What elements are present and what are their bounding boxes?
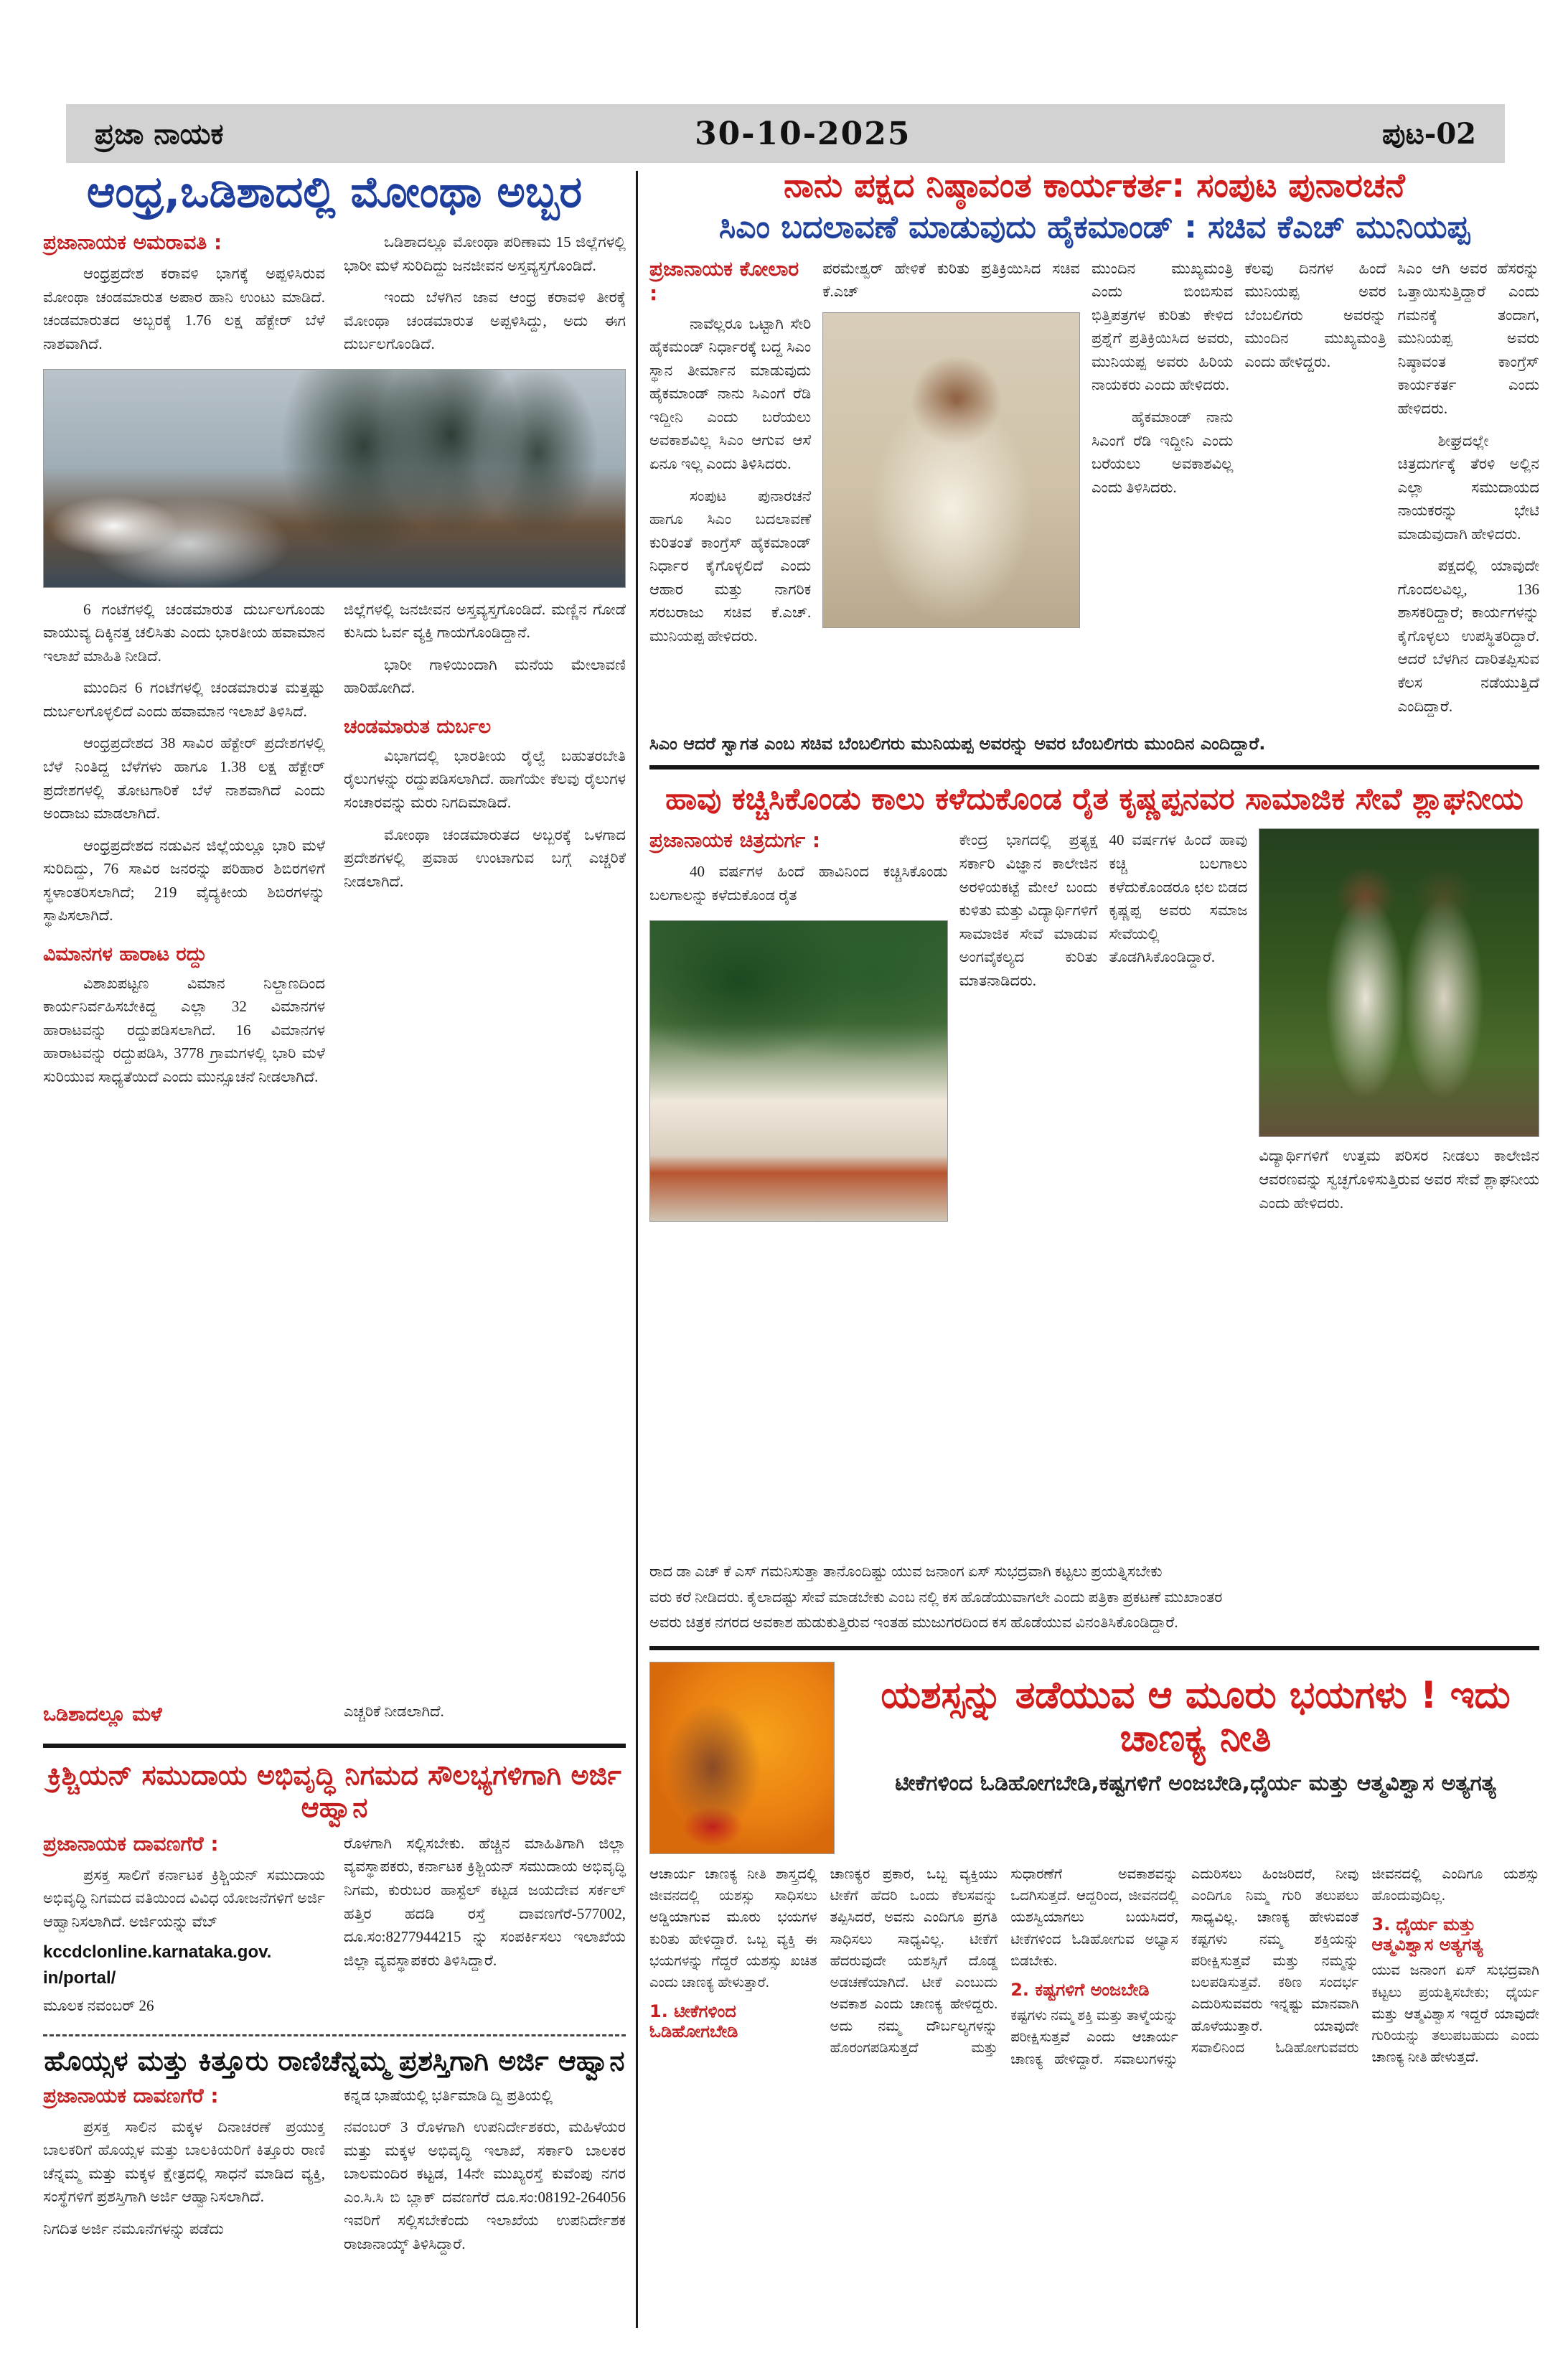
storm-subhead-odisha: ಒಡಿಶಾದಲ್ಲೂ ಮಳೆ [43,1703,162,1726]
snake-tail-line: ರಾದ ಡಾ ಎಚ್ ಕೆ ಎಸ್ ಗಮನಿಸುತ್ತಾ ತಾನೊಂದಿಷ್ಟು ಯುವ ಜನಾಂಗ ಏಸ್ ಸುಭದ್ರವಾಗಿ ಕಟ್ಟಲು ಪ್ರಯತ್ನಿಸಬೇಕು [649,1563,1163,1581]
section-divider [43,1744,626,1748]
storm-headline: ಆಂಧ್ರ,ಒಡಿಶಾದಲ್ಲಿ ಮೋಂಥಾ ಅಬ್ಬರ [86,167,583,217]
muniyappa-paragraph: ಸಂಪುಟ ಪುನಾರಚನೆ ಹಾಗೂ ಸಿಎಂ ಬದಲಾವಣೆ ಕುರಿತಂತೆ ಕಾಂಗ್ರೆಸ್ ಹೈಕಮಾಂಡ್ ನಿರ್ಧಾರ ಕೈಗೊಳ್ಳಲಿದೆ ಎಂದು ಆಹಾರ ಮತ್ತು ನಾಗರಿಕ ಸರಬರಾಜು ಸಚಿವ ಕೆ.ಎಚ್. ಮುನಿಯಪ್ಪ ಹೇಳಿದರು. [649,487,812,645]
snake-byline: ಪ್ರಜಾನಾಯಕ ಚಿತ್ರದುರ್ಗ : [649,828,821,853]
storm-paragraph: ವಿಭಾಗದಲ್ಲಿ ಭಾರತೀಯ ರೈಲ್ವೆ ಬಹುತರಬೇತಿ ರೈಲುಗಳನ್ನು ರದ್ದುಪಡಿಸಲಾಗಿದೆ. ಹಾಗೆಯೇ ಕೆಲವು ರೈಲುಗಳ ಸಂಚಾರವನ್ನು ಮರು ನಿಗದಿಮಾಡಿದೆ. [344,747,626,812]
chanakya-headline: ಯಶಸ್ಸನ್ನು ತಡೆಯುವ ಆ ಮೂರು ಭಯಗಳು ! ಇದು ಚಾಣಕ್ಯ ನೀತಿ [881,1673,1511,1760]
hoysala-byline: ಪ್ರಜಾನಾಯಕ ದಾವಣಗೆರೆ : [43,2083,219,2108]
article-christian [43,1759,626,2026]
sweeping-farmer-photo [649,920,948,1222]
chanakya-header-text [852,1662,1539,1803]
storm-subhead-flights: ವಿಮಾನಗಳ ಹಾರಾಟ ರದ್ದು [43,942,207,965]
storm-body-row [43,598,626,1732]
storm-byline: ಪ್ರಜಾನಾಯಕ ಅಮರಾವತಿ : [43,230,222,254]
snake-paragraph: ಕೇಂದ್ರ ಭಾಗದಲ್ಲಿ ಪ್ರತ್ಯಕ್ಷ ಸರ್ಕಾರಿ ವಿಜ್ಞಾನ ಕಾಲೇಜಿನ ಅರಳಿಯಕಟ್ಟೆ ಮೇಲೆ ಬಂದು ಕುಳಿತು ಮತ್ತು ವಿದ್ಯಾರ್ಥಿಗಳಿಗೆ ಸಾಮಾಜಿಕ ಸೇವೆ ಮಾಡುವ ಅಂಗವೈಕಲ್ಯದ ಕುರಿತು ಮಾತನಾಡಿದರು. [959,831,1098,989]
storm-col-1 [43,230,325,365]
hoysala-headline: ಹೊಯ್ಸಳ ಮತ್ತು ಕಿತ್ತೂರು ರಾಣಿಚೆನ್ನಮ್ಮ ಪ್ರಶಸ್ತಿಗಾಗಿ ಅರ್ಜಿ ಆಹ್ವಾನ [44,2045,625,2077]
muniyappa-paragraph: ಸಿಎಂ ಆಗಿ ಅವರ ಹೆಸರನ್ನು ಒತ್ತಾಯಿಸುತ್ತಿದ್ದಾರೆ ಎಂದು ಗಮನಕ್ಕೆ ತಂದಾಗ, ಮುನಿಯಪ್ಪ ಅವರು ನಿಷ್ಠಾವಂತ ಕಾಂಗ್ರೆಸ್ ಕಾರ್ಯಕರ್ತ ಎಂದು ಹೇಳಿದರು. [1397,259,1539,417]
storm-paragraph: ಜಿಲ್ಲೆಗಳಲ್ಲಿ ಜನಜೀವನ ಅಸ್ತವ್ಯಸ್ತಗೊಂಡಿದೆ. ಮಣ್ಣಿನ ಗೋಡೆ ಕುಸಿದು ಓರ್ವ ವ್ಯಕ್ತಿ ಗಾಯಗೊಂಡಿದ್ದಾನೆ. [344,600,626,642]
christian-col-1 [43,1832,325,2026]
hoysala-paragraph: ಪ್ರಸಕ್ತ ಸಾಲಿನ ಮಕ್ಕಳ ದಿನಾಚರಣೆ ಪ್ರಯುಕ್ತ ಬಾಲಕರಿಗೆ ಹೊಯ್ಸಳ ಮತ್ತು ಬಾಲಕಿಯರಿಗೆ ಕಿತ್ತೂರು ರಾಣಿ ಚೆನ್ನಮ್ಮ ಮತ್ತು ಮಕ್ಕಳ ಕ್ಷೇತ್ರದಲ್ಲಿ ಸಾಧನೆ ಮಾಡಿದ ವ್ಯಕ್ತಿ, ಸಂಸ್ಥೆಗಳಿಗೆ ಪ್ರಶಸ್ತಿಗಾಗಿ ಅರ್ಜಿ ಆಹ್ವಾನಿಸಲಾಗಿದೆ. [43,2118,325,2206]
section-divider [649,1646,1539,1650]
hoysala-col-1 [43,2084,325,2265]
storm-col-2 [344,230,626,365]
chanakya-header [649,1662,1539,1854]
issue-date: 30-10-2025 [695,115,911,152]
article-snake-farmer [649,781,1539,1634]
vertical-divider [636,171,638,2328]
muniyappa-headline-1: ನಾನು ಪಕ್ಷದ ನಿಷ್ಠಾವಂತ ಕಾರ್ಯಕರ್ತ: ಸಂಪುಟ ಪುನಾರಚನೆ [784,166,1405,205]
page-number: ಪುಟ-02 [1382,116,1476,151]
snake-col-2 [959,828,1098,1561]
snake-col-4 [1259,828,1539,1561]
storm-paragraph: ಭಾರೀ ಗಾಳಿಯಿಂದಾಗಿ ಮನೆಯ ಮೇಲಾವಣಿ ಹಾರಿಹೋಗಿದೆ. [344,655,626,697]
christian-url-line1: kccdclonline.karnataka.gov. [43,1942,272,1962]
chanakya-point-3: 3. ಧೈರ್ಯ ಮತ್ತು ಆತ್ಮವಿಶ್ವಾಸ ಅತ್ಯಗತ್ಯ [1371,1914,1483,1955]
chanakya-subhead: ಟೀಕೆಗಳಿಂದ ಓಡಿಹೋಗಬೇಡಿ,ಕಷ್ಟಗಳಿಗೆ ಅಂಜಬೇಡಿ,ಧೈರ್ಯ ಮತ್ತು ಆತ್ಮವಿಶ್ವಾಸ ಅತ್ಯಗತ್ಯ [895,1770,1496,1796]
hoysala-paragraph: ಕನ್ನಡ ಭಾಷೆಯಲ್ಲಿ ಭರ್ತಿಮಾಡಿ ದ್ವಿ ಪ್ರತಿಯಲ್ಲಿ [344,2086,553,2104]
muniyappa-body-row [649,257,1539,726]
muniyappa-col-1 [649,257,811,726]
storm-paragraph: ಆಂಧ್ರಪ್ರದೇಶದ 38 ಸಾವಿರ ಹೆಕ್ಟೇರ್ ಪ್ರದೇಶಗಳಲ್ಲಿ ಬೆಳೆ ನಿಂತಿದ್ದ ಬೆಳೆಗಳು ಹಾಗೂ 1.38 ಲಕ್ಷ ಹೆಕ್ಟೇರ್ ಪ್ರದೇಶಗಳಲ್ಲಿ ತೋಟಗಾರಿಕೆ ಬೆಳೆ ನಾಶವಾಗಿದೆ ಎಂದು ಅಂದಾಜು ಮಾಡಲಾಗಿದೆ. [43,734,325,823]
snake-body-row [649,828,1539,1561]
christian-col-2 [344,1832,626,2026]
storm-paragraph: ವಿಶಾಖಪಟ್ಟಣ ವಿಮಾನ ನಿಲ್ದಾಣದಿಂದ ಕಾರ್ಯನಿರ್ವಹಿಸಬೇಕಿದ್ದ ಎಲ್ಲಾ 32 ವಿಮಾನಗಳ ಹಾರಾಟವನ್ನು ರದ್ದುಪಡಿಸಲಾಗಿದೆ. 16 ವಿಮಾನಗಳ ಹಾರಾಟವನ್ನು ರದ್ದುಪಡಿಸಿ, 3778 ಗ್ರಾಮಗಳಲ್ಲಿ ಭಾರಿ ಮಳೆ ಸುರಿಯುವ ಸಾಧ್ಯತೆಯಿದೆ ಎಂದು ಮುನ್ಸೂಚನೆ ನೀಡಲಾಗಿದೆ. [43,974,325,1086]
masthead [66,104,1505,163]
muniyappa-paragraph: ನಾವೆಲ್ಲರೂ ಒಟ್ಟಾಗಿ ಸೇರಿ ಹೈಕಮಂಡ್ ನಿರ್ಧಾರಕ್ಕೆ ಬದ್ದ ಸಿಎಂ ಸ್ಥಾನ ತೀರ್ಮಾನ ಮಾಡುವುದು ಹೈಕಮಾಂಡ್ ನಾನು ಸಿಎಂಗೆ ರೆಡಿ ಇದ್ದೀನಿ ಎಂದು ಬರೆಯಲು ಅವಕಾಶವಿಲ್ಲ ಸಿಎಂ ಆಗುವ ಆಸೆ ಏನೂ ಇಲ್ಲ ಎಂದು ತಿಳಿಸಿದರು. [649,314,812,472]
storm-photo [43,369,626,588]
muniyappa-col-4 [1244,257,1386,726]
farmer-with-prosthetic-photo [1259,828,1539,1137]
muniyappa-col-2 [822,257,1080,726]
snake-paragraph: ವಿದ್ಯಾರ್ಥಿಗಳಿಗೆ ಉತ್ತಮ ಪರಿಸರ ನೀಡಲು ಕಾಲೇಜಿನ ಆವರಣವನ್ನು ಸ್ವಚ್ಛಗೊಳಿಸುತ್ತಿರುವ ಅವರ ಸೇವೆ ಶ್ಲಾಘನೀಯ ಎಂದು ಹೇಳಿದರು. [1259,1147,1539,1212]
storm-col-4 [344,598,626,1732]
storm-paragraph: ಮೋಂಥಾ ಚಂಡಮಾರುತದ ಅಬ್ಬರಕ್ಕೆ ಒಳಗಾದ ಪ್ರದೇಶಗಳಲ್ಲಿ ಪ್ರವಾಹ ಉಂಟಾಗುವ ಬಗ್ಗೆ ಎಚ್ಚರಿಕೆ ನೀಡಲಾಗಿದೆ. [344,825,626,890]
article-storm [43,169,626,1732]
dotted-divider [43,2034,626,2036]
paper-name: ಪ್ರಜಾ ನಾಯಕ [95,116,224,151]
christian-paragraph: ಪ್ರಸಕ್ತ ಸಾಲಿಗೆ ಕರ್ನಾಟಕ ಕ್ರಿಶ್ಚಿಯನ್ ಸಮುದಾಯ ಅಭಿವೃದ್ಧಿ ನಿಗಮದ ವತಿಯಿಂದ ವಿವಿಧ ಯೋಜನೆಗಳಿಗೆ ಅರ್ಜಿ ಆಹ್ವಾನಿಸಲಾಗಿದೆ. ಅರ್ಜಿಯನ್ನು ವೆಬ್ [43,1866,325,1931]
muniyappa-paragraph: ಹೈಕಮಾಂಡ್ ನಾನು ಸಿಎಂಗೆ ರೆಡಿ ಇದ್ದೀನಿ ಎಂದು ಬರೆಯಲು ಅವಕಾಶವಿಲ್ಲ ಎಂದು ತಿಳಿಸಿದರು. [1092,408,1234,496]
snake-col-1 [649,828,948,1561]
storm-paragraph: ಇಂದು ಬೆಳಗಿನ ಜಾವ ಆಂಧ್ರ ಕರಾವಳಿ ತೀರಕ್ಕೆ ಮೋಂಥಾ ಚಂಡಮಾರುತ ಅಪ್ಪಳಿಸಿದ್ದು, ಅದು ಈಗ ದುರ್ಬಲಗೊಂಡಿದೆ. [344,289,626,353]
storm-paragraph: ಎಚ್ಚರಿಕೆ ನೀಡಲಾಗಿದೆ. [344,1703,444,1721]
muniyappa-paragraph: ಕೆಲವು ದಿನಗಳ ಹಿಂದೆ ಮುನಿಯಪ್ಪ ಅವರ ಬೆಂಬಲಿಗರು ಅವರನ್ನು ಮುಂದಿನ ಮುಖ್ಯಮಂತ್ರಿ ಎಂದು ಹೇಳಿದ್ದರು. [1244,259,1386,370]
snake-tail-line: ವರು ಕರೆ ನೀಡಿದರು. ಕೈಲಾದಷ್ಟು ಸೇವೆ ಮಾಡಬೇಕು ಎಂಬ ನಲ್ಲಿ ಕಸ ಹೊಡೆಯುವಾಗಲೇ ಎಂದು ಪತ್ರಿಕಾ ಪ್ರಕಟಣೆ ಮುಖಾಂತರ [649,1588,1223,1606]
snake-paragraph: 40 ವರ್ಷಗಳ ಹಿಂದೆ ಹಾವು ಕಚ್ಚಿ ಬಲಗಾಲು ಕಳೆದುಕೊಂಡರೂ ಛಲ ಬಿಡದ ಕೃಷ್ಣಪ್ಪ ಅವರು ಸಮಾಜ ಸೇವೆಯಲ್ಲಿ ತೊಡಗಿಸಿಕೊಂಡಿದ್ದಾರೆ. [1109,831,1248,966]
storm-paragraph: ಒಡಿಶಾದಲ್ಲೂ ಮೋಂಥಾ ಪರಿಣಾಮ 15 ಜಿಲ್ಲೆಗಳಲ್ಲಿ ಭಾರೀ ಮಳೆ ಸುರಿದಿದ್ದು ಜನಜೀವನ ಅಸ್ತವ್ಯಸ್ತಗೊಂಡಿದೆ. [344,233,626,274]
hoysala-col-2 [344,2084,626,2265]
storm-paragraph: 6 ಗಂಟೆಗಳಲ್ಲಿ ಚಂಡಮಾರುತ ದುರ್ಬಲಗೊಂಡು ವಾಯುವ್ಯ ದಿಕ್ಕಿನತ್ತ ಚಲಿಸಿತು ಎಂದು ಭಾರತೀಯ ಹವಾಮಾನ ಇಲಾಖೆ ಮಾಹಿತಿ ನೀಡಿದೆ. [43,600,325,665]
snake-tail-line: ಅವರು ಚಿತ್ರಕ ನಗರದ ಅವಕಾಶ ಹುಡುಕುತ್ತಿರುವ ಇಂತಹ ಮುಜುಗರದಿಂದ ಕಸ ಹೊಡೆಯುವ ವಿನಂತಿಸಿಕೊಂಡಿದ್ದಾರೆ. [649,1614,1178,1632]
christian-paragraph: ರೊಳಗಾಗಿ ಸಲ್ಲಿಸಬೇಕು. ಹೆಚ್ಚಿನ ಮಾಹಿತಿಗಾಗಿ ಜಿಲ್ಲಾ ವ್ಯವಸ್ಥಾಪಕರು, ಕರ್ನಾಟಕ ಕ್ರಿಶ್ಚಿಯನ್ ಸಮುದಾಯ ಅಭಿವೃದ್ಧಿ ನಿಗಮ, ಕುರುಬರ ಹಾಸ್ಟೆಲ್ ಕಟ್ಟಡ ಜಯದೇವ ಸರ್ಕಲ್ ಹತ್ತಿರ ಹದಡಿ ರಸ್ತೆ ದಾವಣಗೆರೆ-577002, ದೂ.ಸಂ:8277944215 ನ್ನು ಸಂಪರ್ಕಿಸಲು ಇಲಾಖೆಯ ಜಿಲ್ಲಾ ವ್ಯವಸ್ಥಾಪಕರು ತಿಳಿಸಿದ್ದಾರೆ. [344,1834,626,1969]
left-column [43,169,626,2265]
muniyappa-paragraph: ಪಕ್ಷದಲ್ಲಿ ಯಾವುದೇ ಗೊಂದಲವಿಲ್ಲ, 136 ಶಾಸಕರಿದ್ದಾರೆ; ಕಾರ್ಯಗಳನ್ನು ಕೈಗೊಳ್ಳಲು ಉಪಸ್ಥಿತರಿದ್ದಾರೆ. ಆದರೆ ಬೆಳಗಿನ ದಾರಿತಪ್ಪಿಸುವ ಕೆಲಸ ನಡೆಯುತ್ತಿದೆ ಎಂದಿದ್ದಾರೆ. [1397,557,1539,715]
hoysala-row [43,2084,626,2265]
muniyappa-byline: ಪ್ರಜಾನಾಯಕ ಕೋಲಾರ : [649,256,799,305]
muniyappa-photo-intro: ಪರಮೇಶ್ವರ್ ಹೇಳಿಕೆ ಕುರಿತು ಪ್ರತಿಕ್ರಿಯಿಸಿದ ಸಚಿವ ಕೆ.ಎಚ್ [822,259,1081,301]
muniyappa-paragraph: ಶೀಘ್ರದಲ್ಲೇ ಚಿತ್ರದುರ್ಗಕ್ಕೆ ತೆರಳಿ ಅಲ್ಲಿನ ಎಲ್ಲಾ ಸಮುದಾಯದ ನಾಯಕರನ್ನು ಭೇಟಿ ಮಾಡುವುದಾಗಿ ಹೇಳಿದರು. [1397,431,1539,543]
chanakya-point-2: 2. ಕಷ್ಟಗಳಿಗೆ ಅಂಜಬೇಡಿ [1010,1980,1150,2001]
hoysala-paragraph: ನವಂಬರ್ 3 ರೊಳಗಾಗಿ ಉಪನಿರ್ದೇಶಕರು, ಮಹಿಳೆಯರ ಮತ್ತು ಮಕ್ಕಳ ಅಭಿವೃದ್ಧಿ ಇಲಾಖೆ, ಸರ್ಕಾರಿ ಬಾಲಕರ ಬಾಲಮಂದಿರ ಕಟ್ಟಡ, 14ನೇ ಮುಖ್ಯರಸ್ತೆ ಕುವೆಂಪು ನಗರ ಎಂ.ಸಿ.ಸಿ ಬಿ ಬ್ಲಾಕ್ ದವಣಗೆರೆ ದೂ.ಸಂ:08192-264056 ಇವರಿಗೆ ಸಲ್ಲಿಸಬೇಕೆಂದು ಇಲಾಖೆಯ ಉಪನಿರ್ದೇಶಕ ರಾಜಾನಾಯ್ಕ್ ತಿಳಿಸಿದ್ದಾರೆ. [344,2118,626,2253]
christian-byline: ಪ್ರಜಾನಾಯಕ ದಾವಣಗೆರೆ : [43,1831,219,1856]
christian-headline: ಕ್ರಿಶ್ಚಿಯನ್ ಸಮುದಾಯ ಅಭಿವೃದ್ಧಿ ನಿಗಮದ ಸೌಲಭ್ಯಗಳಿಗಾಗಿ ಅರ್ಜಿ ಆಹ್ವಾನ [47,1759,621,1824]
minister-photo [822,312,1080,628]
chanakya-paragraph: ಚಾಣಕ್ಯರ ಪ್ರಕಾರ, ಒಬ್ಬ ವ್ಯಕ್ತಿಯು ಟೀಕೆಗೆ ಹೆದರಿ ಒಂದು ಕೆಲಸವನ್ನು ತಪ್ಪಿಸಿದರೆ, ಅವನು ಎಂದಿಗೂ ಪ್ರಗತಿ ಸಾಧಿಸಲು ಸಾಧ್ಯವಿಲ್ಲ. ಟೀಕೆಗೆ ಹೆದರುವುದೇ ಯಶಸ್ಸಿಗೆ ದೊಡ್ಡ ಅಡಚಣೆಯಾಗಿದೆ. ಟೀಕೆ ಎಂಬುದು ಅವಕಾಶ ಎಂದು ಚಾಣಕ್ಯ ಹೇಳಿದ್ದರು. ಅದು ನಮ್ಮ ದೌರ್ಬಲ್ಯಗಳನ್ನು ಹೊರಂಗಪಡಿಸುತ್ತದೆ ಮತ್ತು ಸುಧಾರಣೆಗೆ ಅವಕಾಶವನ್ನು ಒದಗಿಸುತ್ತದೆ. ಆದ್ದರಿಂದ, ಜೀವನದಲ್ಲಿ ಯಶಸ್ವಿಯಾಗಲು ಬಯಸಿದರೆ, ಟೀಕೆಗಳಿಂದ ಓಡಿಹೋಗುವ ಅಭ್ಯಾಸ ಬಿಡಬೇಕು. [830,1866,1178,2056]
snake-paragraph: 40 ವರ್ಷಗಳ ಹಿಂದೆ ಹಾವಿನಿಂದ ಕಚ್ಚಿಸಿಕೊಂಡು ಬಲಗಾಲನ್ನು ಕಳೆದುಕೊಂಡ ರೈತ [649,863,948,904]
chanakya-paragraph: ಯುವ ಜನಾಂಗ ಏಸ್ ಸುಭದ್ರವಾಗಿ ಕಟ್ಟಲು ಪ್ರಯತ್ನಿಸಬೇಕು; ಧೈರ್ಯ ಮತ್ತು ಆತ್ಮವಿಶ್ವಾಸ ಇದ್ದರೆ ಯಾವುದೇ ಗುರಿಯನ್ನು ತಲುಪಬಹುದು ಎಂದು ಚಾಣಕ್ಯ ನೀತಿ ಹೇಳುತ್ತದೆ. [1371,1963,1539,2066]
muniyappa-headline-2: ಸಿಎಂ ಬದಲಾವಣೆ ಮಾಡುವುದು ಹೈಕಮಾಂಡ್ : ಸಚಿವ ಕೆಎಚ್ ಮುನಿಯಪ್ಪ [718,208,1470,245]
storm-paragraph: ಆಂಧ್ರಪ್ರದೇಶದ ನಡುವಿನ ಜಿಲ್ಲೆಯಲ್ಲೂ ಭಾರಿ ಮಳೆ ಸುರಿದಿದ್ದು, 76 ಸಾವಿರ ಜನರನ್ನು ಪರಿಹಾರ ಶಿಬಿರಗಳಿಗೆ ಸ್ಥಳಾಂತರಿಸಲಾಗಿದೆ; 219 ವೈದ್ಯಕೀಯ ಶಿಬಿರಗಳನ್ನು ಸ್ಥಾಪಿಸಲಾಗಿದೆ. [43,836,325,925]
muniyappa-paragraph: ಮುಂದಿನ ಮುಖ್ಯಮಂತ್ರಿ ಎಂದು ಬಿಂಬಿಸುವ ಭಿತ್ತಿಪತ್ರಗಳ ಕುರಿತು ಕೇಳಿದ ಪ್ರಶ್ನೆಗೆ ಪ್ರತಿಕ್ರಿಯಿಸಿದ ಅವರು, ಮುನಿಯಪ್ಪ ಅವರು ಹಿರಿಯ ನಾಯಕರು ಎಂದು ಹೇಳಿದರು. [1092,259,1234,394]
christian-paragraph: ಮೂಲಕ ನವಂಬರ್ 26 [43,1996,154,2014]
chanakya-portrait [649,1662,835,1854]
muniyappa-col-3 [1092,257,1233,726]
chanakya-paragraph: ಆಚಾರ್ಯ ಚಾಣಕ್ಯ ನೀತಿ ಶಾಸ್ತ್ರದಲ್ಲಿ ಜೀವನದಲ್ಲಿ ಯಶಸ್ಸು ಸಾಧಿಸಲು ಅಡ್ಡಿಯಾಗುವ ಮೂರು ಭಯಗಳ ಕುರಿತು ಹೇಳಿದ್ದಾರೆ. ಒಬ್ಬ ವ್ಯಕ್ತಿ ಈ ಭಯಗಳನ್ನು ಗೆದ್ದರೆ ಯಶಸ್ಸು ಖಚಿತ ಎಂದು ಚಾಣಕ್ಯ ಹೇಳುತ್ತಾರೆ. [649,1866,817,1991]
article-muniyappa [649,167,1539,754]
hoysala-paragraph: ನಿಗದಿತ ಅರ್ಜಿ ನಮೂನೆಗಳನ್ನು ಪಡೆದು [43,2219,224,2237]
article-hoysala [43,2045,626,2264]
storm-paragraph: ಮುಂದಿನ 6 ಗಂಟೆಗಳಲ್ಲಿ ಚಂಡಮಾರುತ ಮತ್ತಷ್ಟು ದುರ್ಬಲಗೊಳ್ಳಲಿದೆ ಎಂದು ಹವಾಮಾನ ಇಲಾಖೆ ತಿಳಿಸಿದೆ. [43,679,325,720]
snake-col-3 [1109,828,1247,1561]
snake-headline: ಹಾವು ಕಚ್ಚಿಸಿಕೊಂಡು ಕಾಲು ಕಳೆದುಕೊಂಡ ರೈತ ಕೃಷ್ಣಪ್ಪನವರ ಸಾಮಾಜಿಕ ಸೇವೆ ಶ್ಲಾಘನೀಯ [665,781,1524,817]
chanakya-paragraph: ಕಷ್ಟಗಳು ನಮ್ಮ ಶಕ್ತಿ ಮತ್ತು ತಾಳ್ಮೆಯನ್ನು ಪರೀಕ್ಷಿಸುತ್ತವೆ ಎಂದು ಆಚಾರ್ಯ ಚಾಣಕ್ಯ ಹೇಳಿದ್ದಾರೆ. ಸವಾಲುಗಳನ್ನು ಎದುರಿಸಲು ಹಿಂಜರಿದರೆ, ನೀವು ಎಂದಿಗೂ ನಿಮ್ಮ ಗುರಿ ತಲುಪಲು ಸಾಧ್ಯವಿಲ್ಲ. ಚಾಣಕ್ಯ ಹೇಳುವಂತೆ ಕಷ್ಟಗಳು ನಮ್ಮ ಶಕ್ತಿಯನ್ನು ಪರೀಕ್ಷಿಸುತ್ತವೆ ಮತ್ತು ನಮ್ಮನ್ನು ಬಲಪಡಿಸುತ್ತವೆ. ಕಠಿಣ ಸಂದರ್ಭ ಎದುರಿಸುವವರು ಇನ್ನಷ್ಟು ಮಾನವಾಗಿ ಹೊಳೆಯುತ್ತಾರೆ. ಯಾವುದೇ ಸವಾಲಿನಿಂದ ಓಡಿಹೋಗುವವರು ಜೀವನದಲ್ಲಿ ಎಂದಿಗೂ ಯಶಸ್ಸು ಹೊಂದುವುದಿಲ್ಲ. [1010,1866,1539,2067]
christian-row [43,1832,626,2026]
section-divider [649,765,1539,769]
storm-col-3 [43,598,325,1732]
chanakya-body [649,1864,1539,2071]
storm-subhead-weak: ಚಂಡಮಾರುತ ದುರ್ಬಲ [344,715,492,738]
article-chanakya [649,1662,1539,2071]
muniyappa-strapline: ಸಿಎಂ ಆದರೆ ಸ್ವಾಗತ ಎಂಬ ಸಚಿವ ಬೆಂಬಲಿಗರು ಮುನಿಯಪ್ಪ ಅವರನ್ನು ಅವರ ಬೆಂಬಲಿಗರು ಮುಂದಿನ ಎಂದಿದ್ದಾರೆ. [649,734,1266,754]
storm-paragraph: ಆಂಧ್ರಪ್ರದೇಶ ಕರಾವಳಿ ಭಾಗಕ್ಕೆ ಅಪ್ಪಳಿಸಿರುವ ಮೋಂಥಾ ಚಂಡಮಾರುತ ಅಪಾರ ಹಾನಿ ಉಂಟು ಮಾಡಿದೆ. ಚಂಡಮಾರುತದ ಅಬ್ಬರಕ್ಕೆ 1.76 ಲಕ್ಷ ಹೆಕ್ಟೇರ್ ಬೆಳೆ ನಾಶವಾಗಿದೆ. [43,265,325,352]
christian-url-line2: in/portal/ [43,1968,116,1988]
muniyappa-col-5 [1398,257,1539,726]
chanakya-point-1: 1. ಟೀಕೆಗಳಿಂದ ಓಡಿಹೋಗಬೇಡಿ [649,2001,738,2042]
storm-lead-row [43,230,626,365]
right-column [649,167,1539,2071]
